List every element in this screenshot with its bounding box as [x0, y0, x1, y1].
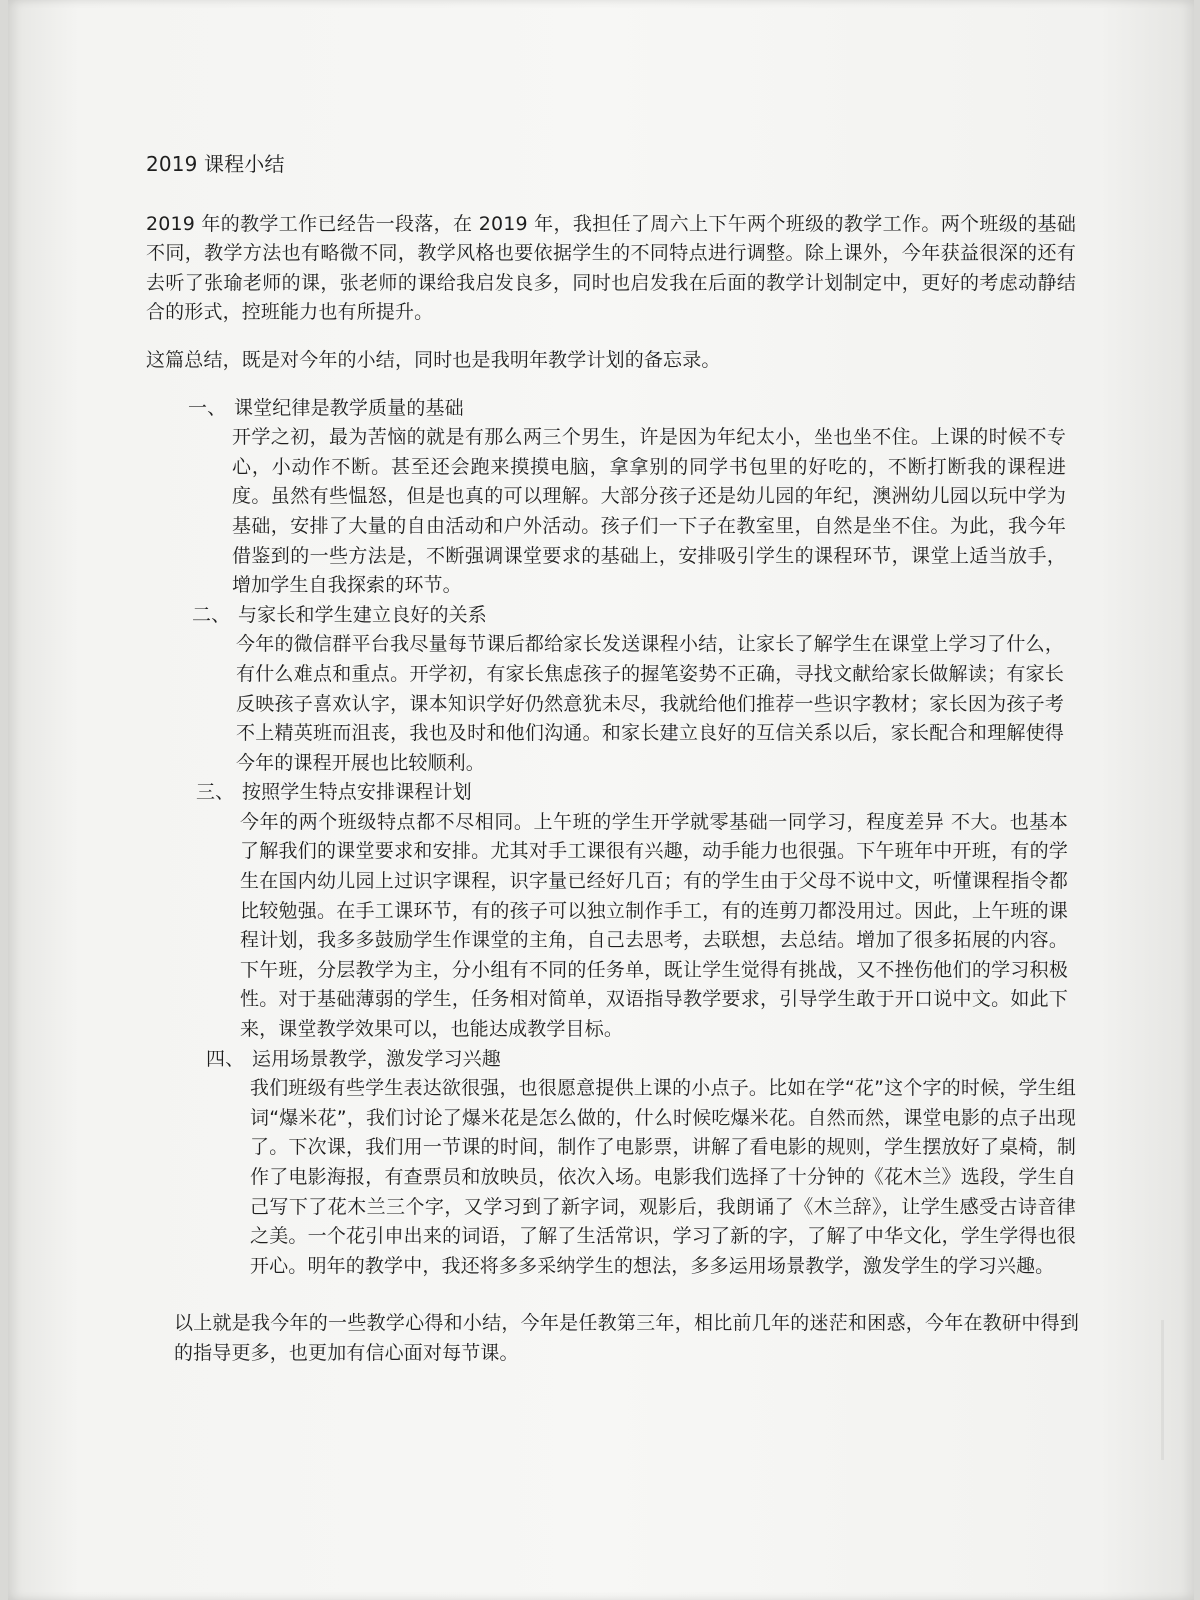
section-discipline	[146, 394, 1076, 601]
section-list	[146, 394, 1076, 1282]
section-number: 一、	[188, 396, 227, 419]
section-scenario-teaching	[146, 1045, 1076, 1282]
section-heading	[196, 778, 1076, 808]
summary-paragraph: 这篇总结，既是对今年的小结，同时也是我明年教学计划的备忘录。	[146, 348, 721, 371]
section-parents	[146, 601, 1076, 779]
section-curriculum	[146, 778, 1076, 1044]
section-title: 按照学生特点安排课程计划	[242, 781, 472, 804]
paper-sheet	[8, 0, 1194, 1600]
section-heading	[206, 1045, 1076, 1075]
section-title: 运用场景教学，激发学习兴趣	[252, 1047, 501, 1070]
section-body: 开学之初，最为苦恼的就是有那么两三个男生，许是因为年纪太小，坐也坐不住。上课的时候不专心，小动作不断。甚至还会跑来摸摸电脑，拿拿别的同学书包里的好吃的，不断打断我的课程进度。虽然有些愠怒，但是也真的可以理解。大部分孩子还是幼儿园的年纪，澳洲幼儿园以玩中学为基础，安排了大量的自由活动和户外活动。孩子们一下子在教室里，自然是坐不住。为此，我今年借鉴到的一些方法是，不断强调课堂要求的基础上，安排吸引学生的课程环节，课堂上适当放手，增加学生自我探索的环节。	[232, 426, 1066, 597]
document-title: 2019 课程小结	[146, 152, 285, 176]
intro-paragraph: 2019 年的教学工作已经告一段落，在 2019 年，我担任了周六上下午两个班级的教学工作。两个班级的基础不同，教学方法也有略微不同，教学风格也要依据学生的不同特点进行调整。除上课外，今年获益很深的还有去听了张瑜老师的课，张老师的课给我启发良多，同时也启发我在后面的教学计划制定中，更好的考虑动静结合的形式，控班能力也有所提升。	[146, 212, 1076, 324]
section-body: 今年的微信群平台我尽量每节课后都给家长发送课程小结，让家长了解学生在课堂上学习了什么，有什么难点和重点。开学初，有家长焦虑孩子的握笔姿势不正确，寻找文献给家长做解读；有家长反映孩子喜欢认字，课本知识学好仍然意犹未尽，我就给他们推荐一些识字教材；家长因为孩子考不上精英班而沮丧，我也及时和他们沟通。和家长建立良好的互信关系以后，家长配合和理解使得今年的课程开展也比较顺利。	[236, 633, 1064, 774]
section-title: 与家长和学生建立良好的关系	[238, 603, 487, 626]
paper-fold-shadow	[1161, 1320, 1164, 1460]
section-body: 今年的两个班级特点都不尽相同。上午班的学生开学就零基础一同学习，程度差异 不大。也基本了解我们的课堂要求和安排。尤其对手工课很有兴趣，动手能力也很强。下午班年中开班，有的学生在国内幼儿园上过识字课程，识字量已经好几百；有的学生由于父母不说中文，听懂课程指令都比较勉强。在手工课环节，有的孩子可以独立制作手工，有的连剪刀都没用过。因此，上午班的课程计划，我多多鼓励学生作课堂的主角，自己去思考，去联想，去总结。增加了很多拓展的内容。下午班，分层教学为主，分小组有不同的任务单，既让学生觉得有挑战，又不挫伤他们的学习积极性。对于基础薄弱的学生，任务相对简单，双语指导教学要求，引导学生敢于开口说中文。如此下来，课堂教学效果可以，也能达成教学目标。	[240, 810, 1068, 1041]
section-number: 三、	[196, 781, 235, 804]
section-heading	[192, 601, 1076, 631]
section-number: 二、	[192, 603, 231, 626]
section-body: 我们班级有些学生表达欲很强，也很愿意提供上课的小点子。比如在学“花”这个字的时候，学生组词“爆米花”，我们讨论了爆米花是怎么做的，什么时候吃爆米花。自然而然，课堂电影的点子出现了。下次课，我们用一节课的时间，制作了电影票，讲解了看电影的规则，学生摆放好了桌椅，制作了电影海报，有查票员和放映员，依次入场。电影我们选择了十分钟的《花木兰》选段，学生自己写下了花木兰三个字，又学习到了新字词，观影后，我朗诵了《木兰辞》，让学生感受古诗音律之美。一个花引申出来的词语，了解了生活常识，学习了新的字，了解了中华文化，学生学得也很开心。明年的教学中，我还将多多采纳学生的想法，多多运用场景教学，激发学生的学习兴趣。	[250, 1077, 1076, 1277]
section-title: 课堂纪律是教学质量的基础	[234, 396, 464, 419]
document-body	[146, 150, 1079, 1369]
section-heading	[188, 394, 1076, 424]
section-number: 四、	[206, 1047, 245, 1070]
closing-paragraph: 以上就是我今年的一些教学心得和小结，今年是任教第三年，相比前几年的迷茫和困惑，今年在教研中得到的指导更多，也更加有信心面对每节课。	[174, 1312, 1079, 1364]
